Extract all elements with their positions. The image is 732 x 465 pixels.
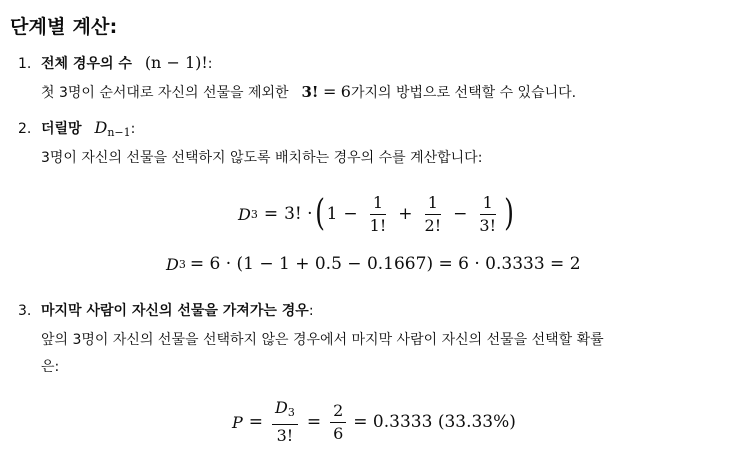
step-2-title: 더릴망: [41, 121, 82, 137]
step-1-body-math-op: =: [322, 82, 337, 101]
eq1-minus-1: −: [343, 204, 358, 224]
step-1-body-math-b: 6: [340, 82, 351, 101]
step-2-title-math-base: D: [94, 118, 108, 137]
eq3-f1-num-sub: 3: [287, 406, 295, 419]
eq1-f3-den: 3!: [479, 215, 496, 235]
eq3-f1-num: [272, 399, 298, 425]
step-1-title-line: [41, 53, 213, 73]
eq3-f1-den: 3!: [276, 426, 294, 445]
eq1-factor: 3! ·: [284, 204, 313, 224]
step-3-body-line-2: 은:: [41, 359, 60, 375]
step-1-body-prefix: 첫 3명이 순서대로 자신의 선물을 제외한: [41, 85, 289, 101]
eq1-minus-2: −: [453, 204, 468, 224]
left-paren-glyph: (: [314, 193, 325, 234]
eq1-f1-den: 1!: [369, 215, 387, 235]
eq2-lhs-sub: 3: [178, 257, 186, 271]
eq3-equals-2: =: [306, 412, 322, 432]
step-1-number: 1.: [18, 56, 32, 72]
eq1-fraction-1: [367, 194, 390, 235]
step-2-title-line: [41, 118, 135, 139]
eq3-f2-num: 2: [330, 402, 346, 423]
eq1-f2-num: 1: [425, 194, 441, 215]
eq1-f2-den: 2!: [424, 215, 442, 235]
step-1-body-suffix: 가지의 방법으로 선택할 수 있습니다.: [350, 85, 577, 101]
eq3-f1-num-base: D: [275, 398, 288, 417]
step-1-title-suffix: :: [207, 56, 213, 72]
step-3-number: 3.: [18, 303, 32, 319]
eq1-f3-num: 1: [480, 194, 496, 215]
eq3-fraction-1: [272, 399, 298, 445]
step-1-body: [41, 82, 576, 102]
eq3-result: = 0.3333 (33.33%): [353, 412, 516, 432]
eq2-lhs-base: D: [166, 254, 179, 274]
eq1-one: 1: [326, 204, 338, 224]
step-2-number: 2.: [18, 121, 32, 137]
derangement-formula: [238, 190, 516, 238]
eq1-fraction-3: [476, 194, 499, 235]
eq1-plus: +: [398, 204, 413, 224]
step-2-body: 3명이 자신의 선물을 선택하지 않도록 배치하는 경우의 수를 계산합니다:: [41, 150, 483, 166]
eq1-lhs-base: D: [238, 204, 251, 224]
step-3-title: 마지막 사람이 자신의 선물을 가져가는 경우: [41, 303, 309, 319]
step-3-title-line: [41, 300, 314, 320]
step-2-title-math-sub: n−1: [107, 126, 131, 139]
eq3-fraction-2: [330, 402, 346, 443]
eq2-rhs: = 6 · (1 − 1 + 0.5 − 0.1667) = 6 · 0.3333 = 2: [189, 254, 581, 274]
step-1-title: 전체 경우의 수: [41, 56, 132, 72]
eq1-equals: =: [263, 204, 279, 224]
step-3-title-suffix: :: [308, 303, 314, 319]
derangement-evaluation: [166, 252, 581, 276]
section-heading: 단계별 계산:: [10, 16, 118, 38]
step-3-body-line-1: 앞의 3명이 자신의 선물을 선택하지 않은 경우에서 마지막 사람이 자신의 선물을 선택할 확률: [41, 332, 604, 348]
step-1-title-math: (n − 1)!: [144, 53, 208, 72]
step-1-body-math-a: 3!: [301, 83, 319, 101]
eq3-lhs: P: [232, 412, 243, 432]
probability-formula: [232, 398, 516, 446]
eq1-f1-num: 1: [370, 194, 386, 215]
eq1-fraction-2: [422, 194, 445, 235]
right-paren-glyph: ): [504, 193, 514, 234]
step-2-title-suffix: :: [130, 121, 136, 137]
eq3-equals-1: =: [248, 412, 264, 432]
eq1-lhs-sub: 3: [250, 207, 258, 221]
eq3-f2-den: 6: [333, 423, 344, 443]
